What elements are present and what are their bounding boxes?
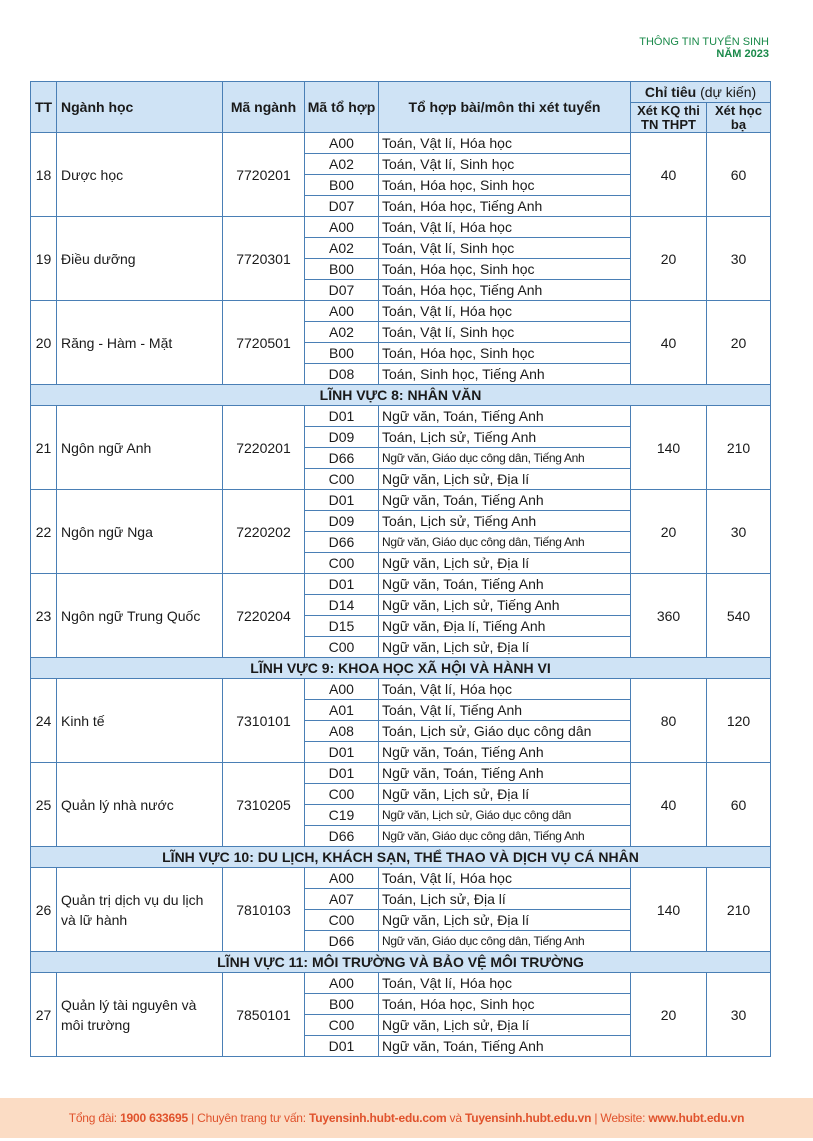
quota-thpt: 140: [631, 406, 707, 490]
major-name: Điều dưỡng: [57, 217, 223, 301]
section-row: [31, 658, 771, 679]
combo-code: D01: [305, 742, 379, 763]
combo-subjects: Toán, Lịch sử, Tiếng Anh: [379, 511, 631, 532]
combo-subjects: Toán, Vật lí, Hóa học: [379, 301, 631, 322]
combo-subjects: Ngữ văn, Lịch sử, Địa lí: [379, 637, 631, 658]
combo-subjects: Toán, Vật lí, Hóa học: [379, 217, 631, 238]
combo-subjects: Ngữ văn, Toán, Tiếng Anh: [379, 763, 631, 784]
combo-subjects: Ngữ văn, Giáo dục công dân, Tiếng Anh: [379, 532, 631, 553]
table-row: [31, 574, 771, 595]
combo-code: D01: [305, 490, 379, 511]
major-name: Ngôn ngữ Trung Quốc: [57, 574, 223, 658]
row-number: 22: [31, 490, 57, 574]
major-name: Ngôn ngữ Nga: [57, 490, 223, 574]
combo-code: A00: [305, 301, 379, 322]
row-number: 19: [31, 217, 57, 301]
combo-code: B00: [305, 343, 379, 364]
row-number: 25: [31, 763, 57, 847]
combo-subjects: Toán, Vật lí, Tiếng Anh: [379, 700, 631, 721]
major-code: 7310205: [223, 763, 305, 847]
combo-subjects: Toán, Lịch sử, Địa lí: [379, 889, 631, 910]
combo-subjects: Toán, Hóa học, Tiếng Anh: [379, 196, 631, 217]
quota-thpt: 80: [631, 679, 707, 763]
table-row: [31, 301, 771, 322]
footer-hotline-label: Tổng đài:: [68, 1111, 121, 1125]
col-combo-header: Mã tổ hợp: [305, 82, 379, 133]
combo-code: C00: [305, 1015, 379, 1036]
combo-subjects: Toán, Vật lí, Hóa học: [379, 973, 631, 994]
major-code: 7310101: [223, 679, 305, 763]
major-code: 7810103: [223, 868, 305, 952]
footer-bar: [0, 1098, 813, 1138]
quota-label: Chỉ tiêu: [644, 84, 697, 100]
combo-code: D01: [305, 763, 379, 784]
major-name: Kinh tế: [57, 679, 223, 763]
combo-subjects: Ngữ văn, Lịch sử, Tiếng Anh: [379, 595, 631, 616]
footer-site1-link[interactable]: Tuyensinh.hubt-edu.com: [309, 1111, 447, 1125]
quota-thpt: 40: [631, 133, 707, 217]
col-code-header: Mã ngành: [223, 82, 305, 133]
combo-code: C00: [305, 553, 379, 574]
combo-subjects: Ngữ văn, Toán, Tiếng Anh: [379, 1036, 631, 1057]
combo-code: A08: [305, 721, 379, 742]
combo-subjects: Ngữ văn, Lịch sử, Địa lí: [379, 553, 631, 574]
col-major-header: Ngành học: [57, 82, 223, 133]
combo-subjects: Ngữ văn, Lịch sử, Giáo dục công dân: [379, 805, 631, 826]
section-row: [31, 952, 771, 973]
row-number: 20: [31, 301, 57, 385]
combo-code: D08: [305, 364, 379, 385]
combo-code: A00: [305, 679, 379, 700]
major-name: Ngôn ngữ Anh: [57, 406, 223, 490]
combo-code: A02: [305, 154, 379, 175]
quota-hocba: 30: [707, 490, 771, 574]
combo-code: D66: [305, 931, 379, 952]
col-tt-header: TT: [31, 82, 57, 133]
section-title: LĨNH VỰC 11: MÔI TRƯỜNG VÀ BẢO VỆ MÔI TRƯỜNG: [31, 952, 771, 973]
combo-code: D14: [305, 595, 379, 616]
major-name: Quản trị dịch vụ du lịch và lữ hành: [57, 868, 223, 952]
quota-hocba: 210: [707, 868, 771, 952]
major-code: 7220204: [223, 574, 305, 658]
combo-code: C19: [305, 805, 379, 826]
quota-thpt: 360: [631, 574, 707, 658]
major-code: 7720501: [223, 301, 305, 385]
quota-note: (dự kiến): [696, 84, 757, 100]
header-year: NĂM 2023: [716, 48, 769, 60]
combo-code: A00: [305, 217, 379, 238]
quota-thpt: 40: [631, 763, 707, 847]
footer-phone[interactable]: 1900 633695: [120, 1111, 188, 1125]
row-number: 21: [31, 406, 57, 490]
combo-subjects: Toán, Hóa học, Sinh học: [379, 343, 631, 364]
table-row: [31, 679, 771, 700]
row-number: 26: [31, 868, 57, 952]
quota-thpt: 40: [631, 301, 707, 385]
combo-subjects: Ngữ văn, Lịch sử, Địa lí: [379, 469, 631, 490]
combo-subjects: Ngữ văn, Giáo dục công dân, Tiếng Anh: [379, 931, 631, 952]
combo-code: A01: [305, 700, 379, 721]
combo-subjects: Ngữ văn, Giáo dục công dân, Tiếng Anh: [379, 448, 631, 469]
table-row: [31, 217, 771, 238]
combo-subjects: Toán, Lịch sử, Tiếng Anh: [379, 427, 631, 448]
combo-subjects: Toán, Hóa học, Sinh học: [379, 259, 631, 280]
combo-subjects: Toán, Vật lí, Hóa học: [379, 133, 631, 154]
header-title: THÔNG TIN TUYỂN SINH: [639, 36, 769, 48]
quota-hocba: 20: [707, 301, 771, 385]
combo-code: B00: [305, 994, 379, 1015]
major-name: Dược học: [57, 133, 223, 217]
combo-code: D15: [305, 616, 379, 637]
combo-subjects: Ngữ văn, Địa lí, Tiếng Anh: [379, 616, 631, 637]
combo-code: D07: [305, 196, 379, 217]
major-code: 7720301: [223, 217, 305, 301]
section-title: LĨNH VỰC 10: DU LỊCH, KHÁCH SẠN, THỂ THAO VÀ DỊCH VỤ CÁ NHÂN: [31, 847, 771, 868]
combo-subjects: Toán, Sinh học, Tiếng Anh: [379, 364, 631, 385]
major-code: 7850101: [223, 973, 305, 1057]
table-body: [31, 133, 771, 1057]
admission-table: [30, 81, 771, 1057]
combo-subjects: Toán, Hóa học, Sinh học: [379, 175, 631, 196]
quota-hocba: 60: [707, 133, 771, 217]
combo-code: C00: [305, 784, 379, 805]
table-row: [31, 406, 771, 427]
footer-and: và: [446, 1111, 465, 1125]
combo-subjects: Ngữ văn, Lịch sử, Địa lí: [379, 910, 631, 931]
combo-code: D07: [305, 280, 379, 301]
major-code: 7220201: [223, 406, 305, 490]
footer-consult-label: | Chuyên trang tư vấn:: [187, 1111, 310, 1125]
combo-code: B00: [305, 259, 379, 280]
quota-hocba: 30: [707, 217, 771, 301]
quota-hocba: 210: [707, 406, 771, 490]
combo-subjects: Toán, Hóa học, Tiếng Anh: [379, 280, 631, 301]
col-subjects-header: Tổ hợp bài/môn thi xét tuyển: [379, 82, 631, 133]
combo-subjects: Toán, Vật lí, Hóa học: [379, 679, 631, 700]
combo-code: B00: [305, 175, 379, 196]
combo-code: A00: [305, 133, 379, 154]
row-number: 18: [31, 133, 57, 217]
quota-hocba: 120: [707, 679, 771, 763]
combo-code: D09: [305, 511, 379, 532]
combo-code: D01: [305, 406, 379, 427]
combo-code: D09: [305, 427, 379, 448]
quota-thpt: 20: [631, 217, 707, 301]
table-row: [31, 763, 771, 784]
table-row: [31, 868, 771, 889]
combo-subjects: Toán, Vật lí, Sinh học: [379, 238, 631, 259]
combo-code: C00: [305, 469, 379, 490]
major-name: Răng - Hàm - Mặt: [57, 301, 223, 385]
combo-subjects: Ngữ văn, Toán, Tiếng Anh: [379, 406, 631, 427]
section-title: LĨNH VỰC 9: KHOA HỌC XÃ HỘI VÀ HÀNH VI: [31, 658, 771, 679]
combo-subjects: Toán, Vật lí, Sinh học: [379, 322, 631, 343]
major-code: 7720201: [223, 133, 305, 217]
section-row: [31, 385, 771, 406]
quota-hocba: 540: [707, 574, 771, 658]
combo-subjects: Ngữ văn, Giáo dục công dân, Tiếng Anh: [379, 826, 631, 847]
combo-code: D66: [305, 826, 379, 847]
table-row: [31, 133, 771, 154]
combo-code: A07: [305, 889, 379, 910]
combo-subjects: Toán, Hóa học, Sinh học: [379, 994, 631, 1015]
row-number: 24: [31, 679, 57, 763]
quota-hocba: 30: [707, 973, 771, 1057]
page-header: [639, 36, 769, 60]
quota-thpt: 140: [631, 868, 707, 952]
footer-website-label: | Website:: [591, 1111, 649, 1125]
combo-subjects: Toán, Lịch sử, Giáo dục công dân: [379, 721, 631, 742]
major-name: Quản lý tài nguyên và môi trường: [57, 973, 223, 1057]
combo-subjects: Toán, Vật lí, Sinh học: [379, 154, 631, 175]
table-row: [31, 973, 771, 994]
combo-subjects: Toán, Vật lí, Hóa học: [379, 868, 631, 889]
footer-site3-link[interactable]: www.hubt.edu.vn: [648, 1111, 745, 1125]
combo-code: D01: [305, 1036, 379, 1057]
col-thpt-header: Xét KQ thi TN THPT: [631, 103, 707, 133]
col-quota-header: [631, 82, 771, 103]
combo-code: A00: [305, 973, 379, 994]
combo-subjects: Ngữ văn, Toán, Tiếng Anh: [379, 742, 631, 763]
section-title: LĨNH VỰC 8: NHÂN VĂN: [31, 385, 771, 406]
combo-code: A00: [305, 868, 379, 889]
quota-thpt: 20: [631, 490, 707, 574]
section-row: [31, 847, 771, 868]
table-row: [31, 490, 771, 511]
combo-subjects: Ngữ văn, Lịch sử, Địa lí: [379, 784, 631, 805]
combo-code: D66: [305, 532, 379, 553]
combo-code: D66: [305, 448, 379, 469]
row-number: 27: [31, 973, 57, 1057]
footer-site2-link[interactable]: Tuyensinh.hubt.edu.vn: [464, 1111, 592, 1125]
major-code: 7220202: [223, 490, 305, 574]
combo-code: C00: [305, 637, 379, 658]
row-number: 23: [31, 574, 57, 658]
combo-subjects: Ngữ văn, Toán, Tiếng Anh: [379, 574, 631, 595]
col-hocba-header: Xét học bạ: [707, 103, 771, 133]
quota-thpt: 20: [631, 973, 707, 1057]
combo-code: A02: [305, 322, 379, 343]
major-name: Quản lý nhà nước: [57, 763, 223, 847]
combo-subjects: Ngữ văn, Lịch sử, Địa lí: [379, 1015, 631, 1036]
combo-code: D01: [305, 574, 379, 595]
combo-code: A02: [305, 238, 379, 259]
combo-code: C00: [305, 910, 379, 931]
quota-hocba: 60: [707, 763, 771, 847]
combo-subjects: Ngữ văn, Toán, Tiếng Anh: [379, 490, 631, 511]
